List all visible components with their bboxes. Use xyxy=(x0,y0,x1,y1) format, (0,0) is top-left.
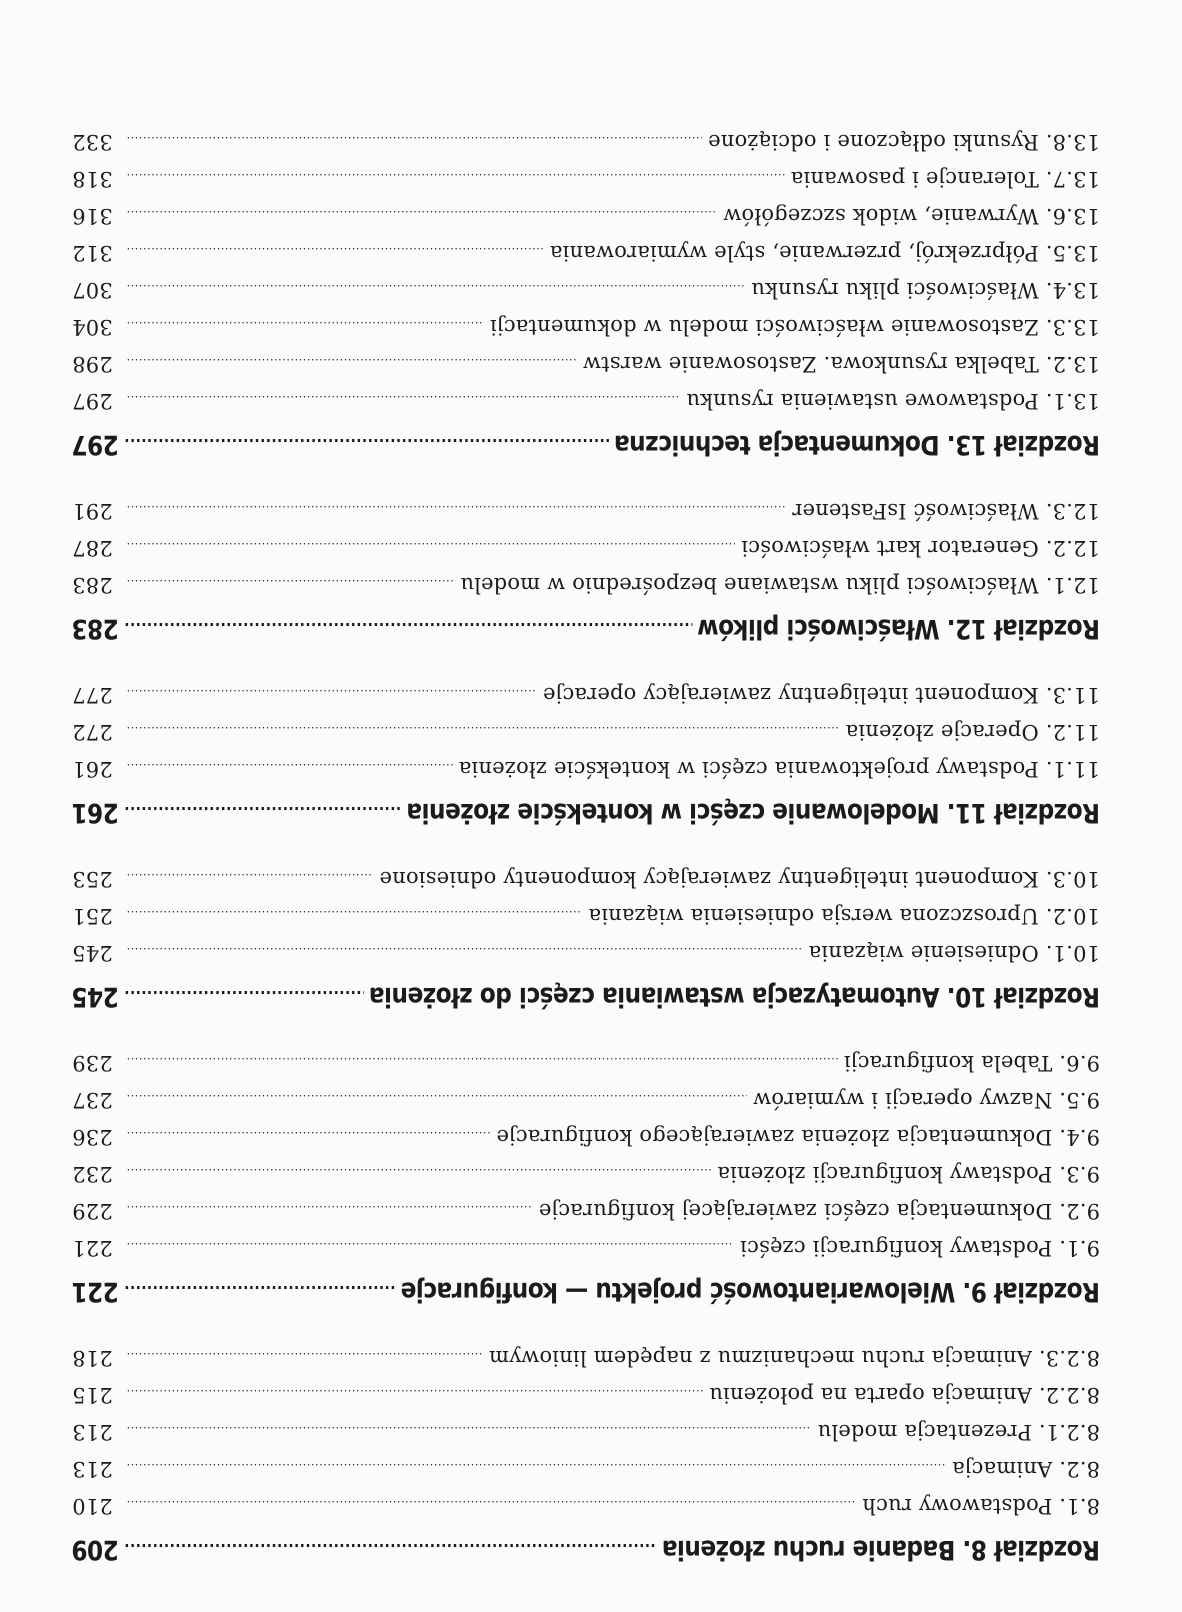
section-title: 13.4. Właściwości pliku rysunku xyxy=(751,278,1100,302)
chapter-title: Rozdział 10. Automatyzacja wstawiania części do złożenia xyxy=(369,981,1100,1012)
page-number: 283 xyxy=(72,573,113,597)
section-entry[interactable] xyxy=(72,1114,1100,1151)
page-number: 218 xyxy=(72,1346,113,1370)
section-title: 10.1. Odniesienie wiązania xyxy=(808,941,1100,965)
section-entry[interactable] xyxy=(72,378,1100,415)
subsection-entry[interactable] xyxy=(72,1409,1100,1446)
section-title: 9.4. Dokumentacja złożenia zawierającego konfiguracje xyxy=(496,1125,1100,1149)
page-number: 287 xyxy=(72,536,113,560)
dot-leader xyxy=(126,578,454,599)
page-number: 297 xyxy=(72,389,113,413)
dot-leader xyxy=(126,1167,711,1188)
section-title: 12.1. Właściwości pliku wstawiane bezpośrednio w modelu xyxy=(460,573,1100,597)
page-number: 239 xyxy=(72,1051,113,1075)
page-number: 283 xyxy=(71,613,119,644)
section-entry[interactable] xyxy=(72,1225,1100,1262)
dot-leader xyxy=(126,872,373,893)
page-number: 221 xyxy=(71,1276,119,1307)
section-title: 10.3. Komponent inteligentny zawierający komponenty odniesione xyxy=(379,867,1100,891)
section-entry[interactable] xyxy=(72,341,1100,378)
page-number: 253 xyxy=(72,867,113,891)
chapter-title: Rozdział 11. Modelowanie części w kontekście złożenia xyxy=(406,797,1100,828)
dot-leader xyxy=(126,1241,734,1262)
page-number: 298 xyxy=(72,352,113,376)
dot-leader xyxy=(126,1130,490,1151)
chapter-title: Rozdział 12. Właściwości plików xyxy=(697,613,1100,644)
section-title: 13.3. Zastosowanie właściwości modelu w dokumentacji xyxy=(490,315,1100,339)
page-number: 318 xyxy=(72,167,113,191)
chapter-heading[interactable] xyxy=(72,1262,1100,1310)
page-number: 213 xyxy=(72,1457,113,1481)
section-title: 12.3. Właściwość IsFastener xyxy=(792,499,1100,523)
chapter-heading[interactable] xyxy=(72,415,1100,463)
page-number: 307 xyxy=(72,278,113,302)
page-number: 251 xyxy=(72,904,113,928)
dot-leader xyxy=(126,946,803,967)
dot-leader xyxy=(126,504,786,525)
dot-leader xyxy=(124,1541,657,1568)
section-entry[interactable] xyxy=(72,672,1100,709)
page-number: 332 xyxy=(72,130,113,154)
table-of-contents xyxy=(72,94,1100,1568)
dot-leader xyxy=(124,620,693,647)
page-number: 261 xyxy=(71,797,119,828)
dot-leader xyxy=(126,246,544,267)
dot-leader xyxy=(126,1462,946,1483)
section-title: 8.2.1. Prezentacja modelu xyxy=(817,1420,1100,1444)
chapter-8 xyxy=(72,1335,1100,1568)
section-entry[interactable] xyxy=(72,304,1100,341)
page-number: 232 xyxy=(72,1162,113,1186)
section-entry[interactable] xyxy=(72,856,1100,893)
chapter-heading[interactable] xyxy=(72,967,1100,1015)
page-number: 316 xyxy=(72,204,113,228)
page-number: 221 xyxy=(72,1236,113,1260)
page-number: 245 xyxy=(71,981,119,1012)
section-title: 8.2.2. Animacja oparta na położeniu xyxy=(709,1383,1100,1407)
section-title: 12.2. Generator kart właściwości xyxy=(741,536,1100,560)
section-entry[interactable] xyxy=(72,893,1100,930)
dot-leader xyxy=(126,1499,856,1520)
page-number: 210 xyxy=(72,1494,113,1518)
section-entry[interactable] xyxy=(72,267,1100,304)
section-title: 13.8. Rysunki odłączone i odciążone xyxy=(707,130,1100,154)
page-number: 209 xyxy=(71,1534,119,1565)
page-number: 304 xyxy=(72,315,113,339)
dot-leader xyxy=(126,1056,838,1077)
section-entry[interactable] xyxy=(72,1446,1100,1483)
section-title: 9.2. Dokumentacja części zawierającej konfiguracje xyxy=(538,1199,1100,1223)
section-entry[interactable] xyxy=(72,156,1100,193)
section-entry[interactable] xyxy=(72,1040,1100,1077)
dot-leader xyxy=(126,283,745,304)
page-number: 297 xyxy=(71,429,119,460)
dot-leader xyxy=(126,1093,747,1114)
dot-leader xyxy=(126,320,484,341)
chapter-heading[interactable] xyxy=(72,599,1100,647)
dot-leader xyxy=(126,541,735,562)
page-number: 215 xyxy=(72,1383,113,1407)
section-entry[interactable] xyxy=(72,562,1100,599)
chapter-11 xyxy=(72,672,1100,831)
page-number: 213 xyxy=(72,1420,113,1444)
section-entry[interactable] xyxy=(72,525,1100,562)
chapter-title: Rozdział 9. Wielowariantowość projektu — konfiguracje xyxy=(401,1276,1100,1307)
section-entry[interactable] xyxy=(72,1188,1100,1225)
section-title: 10.2. Uproszczona wersja odniesienia wiązania xyxy=(588,904,1100,928)
page-number: 261 xyxy=(72,757,113,781)
page-number: 291 xyxy=(72,499,113,523)
section-title: 13.2. Tabelka rysunkowa. Zastosowanie warstw xyxy=(582,352,1100,376)
section-entry[interactable] xyxy=(72,746,1100,783)
dot-leader xyxy=(126,172,785,193)
page-number: 277 xyxy=(72,683,113,707)
section-title: 13.1. Podstawowe ustawienia rysunku xyxy=(686,389,1100,413)
section-title: 13.5. Półprzekrój, przerwanie, style wymiarowania xyxy=(549,241,1100,265)
section-title: 9.1. Podstawy konfiguracji części xyxy=(739,1236,1100,1260)
chapter-title: Rozdział 8. Badanie ruchu złożenia xyxy=(662,1534,1100,1565)
dot-leader xyxy=(126,762,453,783)
section-title: 9.5. Nazwy operacji i wymiarów xyxy=(753,1088,1100,1112)
section-title: 9.6. Tabela konfiguracji xyxy=(843,1051,1100,1075)
section-title: 11.3. Komponent inteligentny zawierający operacje xyxy=(542,683,1100,707)
page-number: 237 xyxy=(72,1088,113,1112)
dot-leader xyxy=(126,135,702,156)
section-entry[interactable] xyxy=(72,119,1100,156)
dot-leader xyxy=(126,1351,483,1372)
dot-leader xyxy=(126,209,717,230)
dot-leader xyxy=(126,357,577,378)
section-title: 11.1. Podstawy projektowania części w kontekście złożenia xyxy=(458,757,1100,781)
dot-leader xyxy=(124,804,402,831)
section-title: 11.2. Operacje złożenia xyxy=(845,720,1100,744)
section-entry[interactable] xyxy=(72,193,1100,230)
page-number: 236 xyxy=(72,1125,113,1149)
section-entry[interactable] xyxy=(72,488,1100,525)
dot-leader xyxy=(124,436,609,463)
section-title: 9.3. Podstawy konfiguracji złożenia xyxy=(717,1162,1100,1186)
dot-leader xyxy=(126,1425,812,1446)
section-entry[interactable] xyxy=(72,930,1100,967)
subsection-entry[interactable] xyxy=(72,1372,1100,1409)
dot-leader xyxy=(126,1388,703,1409)
subsection-entry[interactable] xyxy=(72,1335,1100,1372)
page-number: 272 xyxy=(72,720,113,744)
dot-leader xyxy=(124,1283,396,1310)
section-entry[interactable] xyxy=(72,709,1100,746)
section-title: 13.7. Tolerancje i pasowania xyxy=(790,167,1100,191)
dot-leader xyxy=(126,1204,533,1225)
dot-leader xyxy=(126,394,680,415)
section-entry[interactable] xyxy=(72,230,1100,267)
chapter-title: Rozdział 13. Dokumentacja techniczna xyxy=(614,429,1100,460)
dot-leader xyxy=(124,988,364,1015)
section-title: 13.6. Wyrwanie, widok szczegółów xyxy=(723,204,1100,228)
chapter-9 xyxy=(72,1040,1100,1310)
section-entry[interactable] xyxy=(72,1077,1100,1114)
section-title: 8.2. Animacja xyxy=(952,1457,1100,1481)
chapter-heading[interactable] xyxy=(72,783,1100,831)
chapter-10 xyxy=(72,856,1100,1015)
dot-leader xyxy=(126,725,840,746)
section-title: 8.2.3. Animacja ruchu mechanizmu z napędem liniowym xyxy=(488,1346,1100,1370)
dot-leader xyxy=(126,909,582,930)
section-entry[interactable] xyxy=(72,1151,1100,1188)
chapter-13 xyxy=(72,119,1100,463)
page-number: 245 xyxy=(72,941,113,965)
section-title: 8.1. Podstawowy ruch xyxy=(862,1494,1100,1518)
chapter-12 xyxy=(72,488,1100,647)
page-number: 229 xyxy=(72,1199,113,1223)
section-entry[interactable] xyxy=(72,1483,1100,1520)
dot-leader xyxy=(126,688,537,709)
page-number: 312 xyxy=(72,241,113,265)
chapter-heading[interactable] xyxy=(72,1520,1100,1568)
